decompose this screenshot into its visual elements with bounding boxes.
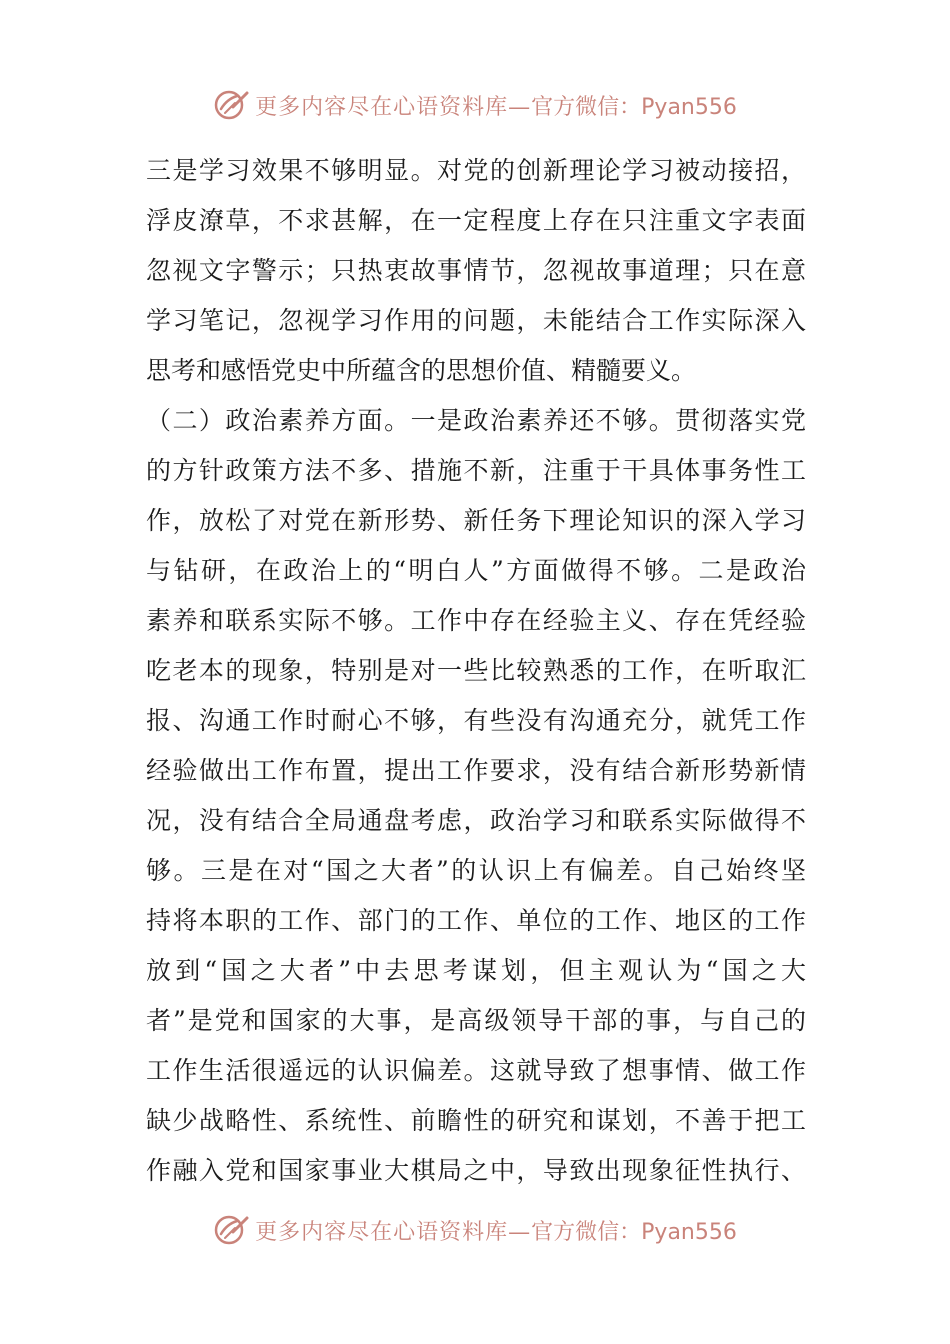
text-line: 浮皮潦草，不求甚解，在一定程度上存在只注重文字表面 [146,206,806,235]
paragraph-2 [146,396,806,1196]
text-line: 者”是党和国家的大事，是高级领导干部的事，与自己的 [146,1006,806,1035]
text-line: 的方针政策方法不多、措施不新，注重于干具体事务性工 [146,456,806,485]
text-line: （二）政治素养方面。一是政治素养还不够。贯彻落实党 [146,406,806,435]
header-banner [0,80,950,130]
text-line: 持将本职的工作、部门的工作、单位的工作、地区的工作 [146,906,806,935]
text-line: 报、沟通工作时耐心不够，有些没有沟通充分，就凭工作 [146,706,806,735]
text-line: 经验做出工作布置，提出工作要求，没有结合新形势新情 [146,756,806,785]
text-line: 够。三是在对“国之大者”的认识上有偏差。自己始终坚 [146,856,806,885]
document-body [146,146,806,1196]
banner-brand-text: 更多内容尽在心语资料库— [255,94,532,120]
paragraph-1 [146,146,806,396]
text-line: 吃老本的现象，特别是对一些比较熟悉的工作，在听取汇 [146,656,806,685]
text-line: 与钻研，在政治上的“明白人”方面做得不够。二是政治 [146,556,806,585]
text-line: 缺少战略性、系统性、前瞻性的研究和谋划，不善于把工 [146,1106,806,1135]
text-line: 三是学习效果不够明显。对党的创新理论学习被动接招， [146,156,806,185]
text-line: 工作生活很遥远的认识偏差。这就导致了想事情、做工作 [146,1056,806,1085]
text-line: 作融入党和国家事业大棋局之中，导致出现象征性执行、 [146,1156,806,1185]
text-line: 思考和感悟党史中所蕴含的思想价值、精髓要义。 [146,356,697,385]
text-line: 忽视文字警示；只热衷故事情节，忽视故事道理；只在意 [146,256,806,285]
text-line: 作，放松了对党在新形势、新任务下理论知识的深入学习 [146,506,806,535]
text-line: 学习笔记，忽视学习作用的问题，未能结合工作实际深入 [146,306,806,335]
banner-brand-text: 更多内容尽在心语资料库— [255,1219,532,1245]
text-line: 况，没有结合全局通盘考虑，政治学习和联系实际做得不 [146,806,806,835]
brush-logo-icon [213,1212,249,1248]
text-line: 素养和联系实际不够。工作中存在经验主义、存在凭经验 [146,606,806,635]
banner-contact-text: 官方微信：Pyan556 [531,1219,737,1245]
footer-banner [0,1205,950,1255]
banner-contact-text: 官方微信：Pyan556 [531,94,737,120]
text-line: 放到“国之大者”中去思考谋划，但主观认为“国之大 [146,956,806,985]
brush-logo-icon [213,87,249,123]
